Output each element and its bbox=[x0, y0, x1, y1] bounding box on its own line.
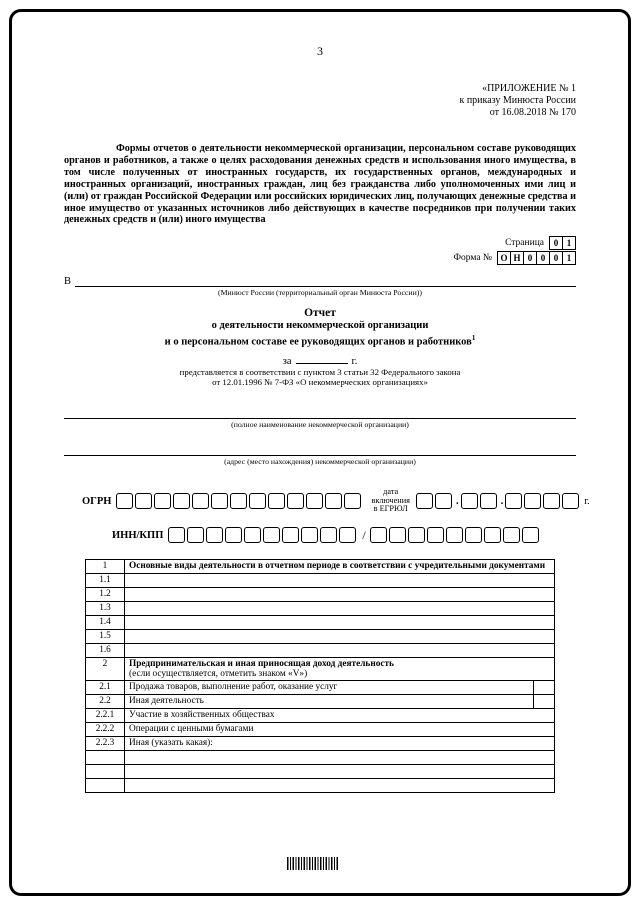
row-number-cell bbox=[86, 765, 125, 779]
inn-kpp-separator: / bbox=[362, 527, 366, 542]
entry-box bbox=[505, 493, 522, 509]
table-row bbox=[86, 574, 555, 588]
page-number: 3 bbox=[317, 44, 323, 58]
date-separator: . bbox=[500, 495, 504, 507]
inn-boxes bbox=[168, 527, 358, 543]
inn-kpp-row bbox=[112, 527, 576, 543]
row-text-cell bbox=[125, 602, 555, 616]
ogrn-row bbox=[82, 486, 590, 514]
row-checkbox-cell bbox=[534, 695, 555, 709]
entry-box bbox=[480, 493, 497, 509]
row-text-cell bbox=[125, 574, 555, 588]
entry-box bbox=[244, 527, 261, 543]
entry-box bbox=[187, 527, 204, 543]
row-number-cell bbox=[86, 779, 125, 793]
table-row bbox=[86, 709, 555, 723]
year-prefix: за bbox=[282, 355, 292, 367]
addressee-caption: (Минюст России (территориальный орган Минюста России)) bbox=[218, 288, 422, 298]
addressee-prefix: В bbox=[64, 276, 72, 288]
entry-box bbox=[211, 493, 228, 509]
report-subtitle-2 bbox=[64, 332, 576, 349]
row-text-cell bbox=[125, 630, 555, 644]
table-row bbox=[86, 616, 555, 630]
row-text-cell bbox=[125, 723, 555, 737]
document-page bbox=[64, 0, 590, 793]
row-text-cell bbox=[125, 695, 534, 709]
table-row bbox=[86, 681, 555, 695]
page-code-row bbox=[64, 236, 576, 250]
barcode bbox=[287, 857, 339, 870]
row-text-cell bbox=[125, 616, 555, 630]
row-number-cell: 2 bbox=[86, 658, 125, 681]
code-cell: 0 bbox=[549, 236, 563, 250]
entry-box bbox=[435, 493, 452, 509]
form-codes-block bbox=[64, 236, 576, 265]
row-text-line: Участие в хозяйственных обществах bbox=[129, 710, 275, 721]
table-row bbox=[86, 630, 555, 644]
entry-box bbox=[301, 527, 318, 543]
code-cell: 0 bbox=[523, 251, 537, 265]
code-cell: О bbox=[497, 251, 511, 265]
year-row bbox=[64, 353, 576, 367]
row-text-line: (если осуществляется, отметить знаком «V») bbox=[129, 669, 308, 680]
row-text-line: Операции с ценными бумагами bbox=[129, 724, 254, 735]
title-block bbox=[64, 307, 576, 388]
table-row bbox=[86, 765, 555, 779]
org-name-caption: (полное наименование некоммерческой организации) bbox=[231, 419, 409, 429]
row-text-cell bbox=[125, 644, 555, 658]
report-subtitle-1: о деятельности некоммерческой организации bbox=[211, 320, 429, 332]
row-number-cell: 1.6 bbox=[86, 644, 125, 658]
table-row bbox=[86, 560, 555, 574]
page-code-cells bbox=[549, 236, 576, 250]
entry-box bbox=[320, 527, 337, 543]
ogrn-label: ОГРН bbox=[82, 495, 112, 507]
entry-box bbox=[116, 493, 133, 509]
footnote-marker: 1 bbox=[471, 334, 476, 343]
entry-box bbox=[524, 493, 541, 509]
egrul-date-label-line1: дата включения bbox=[371, 486, 410, 505]
row-text-line: Основные виды деятельности в отчетном периоде в соответствии с учредительными документами bbox=[129, 561, 546, 572]
row-number-cell: 2.1 bbox=[86, 681, 125, 695]
year-letter: г. bbox=[584, 495, 590, 507]
entry-box bbox=[484, 527, 501, 543]
addressee-blank-line bbox=[75, 274, 576, 287]
row-text-line: Иная (указать какая): bbox=[129, 738, 213, 749]
form-code-cells bbox=[497, 251, 576, 265]
ogrn-boxes bbox=[116, 493, 363, 509]
entry-box bbox=[306, 493, 323, 509]
table-row bbox=[86, 723, 555, 737]
addressee-row bbox=[64, 274, 576, 287]
org-name-blank-line bbox=[64, 388, 576, 419]
appendix-block bbox=[64, 83, 576, 119]
intro-paragraph: Формы отчетов о деятельности некоммерческой организации, персональном составе руководящих органов и работников, а также о целях расходования денежных средств и использования иного имущества, в том числе полученных от иностранных государств, их государственных органов, международных и иностранных организаций, иностранных граждан, лиц без гражданства либо уполномоченных ими лиц и (или) от граждан Российской Федерации или российских юридических лиц, получающих денежные средства и иное имущество от указанных источников либо действующих в качестве посредников при получении таких денежных средств и (или) иного имущества bbox=[64, 143, 576, 226]
entry-box bbox=[503, 527, 520, 543]
entry-box bbox=[135, 493, 152, 509]
entry-box bbox=[287, 493, 304, 509]
entry-box bbox=[173, 493, 190, 509]
entry-box bbox=[268, 493, 285, 509]
table-row bbox=[86, 644, 555, 658]
entry-box bbox=[263, 527, 280, 543]
egrul-date-boxes bbox=[416, 493, 581, 509]
entry-box bbox=[543, 493, 560, 509]
egrul-date-label-line2: в ЕГРЮЛ bbox=[373, 504, 408, 514]
row-checkbox-cell bbox=[534, 681, 555, 695]
entry-box bbox=[465, 527, 482, 543]
row-number-cell bbox=[86, 751, 125, 765]
table-row bbox=[86, 737, 555, 751]
row-number-cell: 1 bbox=[86, 560, 125, 574]
row-number-cell: 2.2.2 bbox=[86, 723, 125, 737]
row-text-cell bbox=[125, 709, 555, 723]
form-code-label: Форма № bbox=[453, 253, 492, 264]
row-text-cell bbox=[125, 681, 534, 695]
entry-box bbox=[225, 527, 242, 543]
report-subtitle-2-text: и о персональном составе ее руководящих органов и работников bbox=[164, 336, 472, 348]
row-number-cell: 1.2 bbox=[86, 588, 125, 602]
code-cell: 0 bbox=[536, 251, 550, 265]
report-title: Отчет bbox=[304, 307, 336, 320]
row-text-cell bbox=[125, 588, 555, 602]
code-cell: 1 bbox=[562, 236, 576, 250]
page-code-label: Страница bbox=[505, 238, 544, 249]
law-reference-2: от 12.01.1996 № 7-ФЗ «О некоммерческих организациях» bbox=[212, 377, 428, 388]
year-suffix: г. bbox=[351, 355, 358, 367]
entry-box bbox=[389, 527, 406, 543]
row-number-cell: 1.5 bbox=[86, 630, 125, 644]
law-reference-1: представляется в соответствии с пунктом 3 статьи 32 Федерального закона bbox=[179, 366, 461, 377]
appendix-line: «ПРИЛОЖЕНИЕ № 1 bbox=[482, 83, 576, 94]
row-number-cell: 1.1 bbox=[86, 574, 125, 588]
table-row bbox=[86, 751, 555, 765]
table-row bbox=[86, 779, 555, 793]
egrul-date-label bbox=[371, 488, 410, 514]
entry-box bbox=[344, 493, 361, 509]
code-cell: 1 bbox=[562, 251, 576, 265]
entry-box bbox=[206, 527, 223, 543]
entry-box bbox=[408, 527, 425, 543]
row-number-cell: 2.2 bbox=[86, 695, 125, 709]
row-number-cell: 2.2.3 bbox=[86, 737, 125, 751]
entry-box bbox=[446, 527, 463, 543]
org-address-blank-line bbox=[64, 429, 576, 456]
row-text-cell bbox=[125, 751, 555, 765]
entry-box bbox=[416, 493, 433, 509]
entry-box bbox=[249, 493, 266, 509]
inn-kpp-label: ИНН/КПП bbox=[112, 529, 164, 541]
row-number-cell: 1.3 bbox=[86, 602, 125, 616]
table-row bbox=[86, 602, 555, 616]
entry-box bbox=[282, 527, 299, 543]
entry-box bbox=[427, 527, 444, 543]
table-row bbox=[86, 588, 555, 602]
kpp-boxes bbox=[370, 527, 541, 543]
entry-box bbox=[339, 527, 356, 543]
row-text-cell bbox=[125, 658, 555, 681]
entry-box bbox=[562, 493, 579, 509]
year-blank-line bbox=[296, 353, 348, 364]
row-text-line: Предпринимательская и иная приносящая доход деятельность bbox=[129, 659, 394, 670]
row-number-cell: 2.2.1 bbox=[86, 709, 125, 723]
entry-box bbox=[168, 527, 185, 543]
entry-box bbox=[522, 527, 539, 543]
entry-box bbox=[192, 493, 209, 509]
appendix-line: к приказу Минюста России bbox=[459, 95, 576, 106]
table-row bbox=[86, 695, 555, 709]
row-text-line: Иная деятельность bbox=[129, 696, 204, 707]
activities-table bbox=[85, 559, 555, 793]
entry-box bbox=[370, 527, 387, 543]
row-text-cell bbox=[125, 765, 555, 779]
row-text-cell bbox=[125, 779, 555, 793]
row-text-cell bbox=[125, 737, 555, 751]
date-separator: . bbox=[455, 495, 459, 507]
row-text-cell bbox=[125, 560, 555, 574]
table-row bbox=[86, 658, 555, 681]
org-address-caption: (адрес (место нахождения) некоммерческой организации) bbox=[224, 456, 416, 466]
row-text-line: Продажа товаров, выполнение работ, оказание услуг bbox=[129, 682, 338, 693]
row-number-cell: 1.4 bbox=[86, 616, 125, 630]
entry-box bbox=[461, 493, 478, 509]
code-cell: Н bbox=[510, 251, 524, 265]
code-cell: 0 bbox=[549, 251, 563, 265]
form-code-row bbox=[64, 251, 576, 265]
appendix-line: от 16.08.2018 № 170 bbox=[489, 107, 576, 118]
entry-box bbox=[230, 493, 247, 509]
entry-box bbox=[154, 493, 171, 509]
entry-box bbox=[325, 493, 342, 509]
